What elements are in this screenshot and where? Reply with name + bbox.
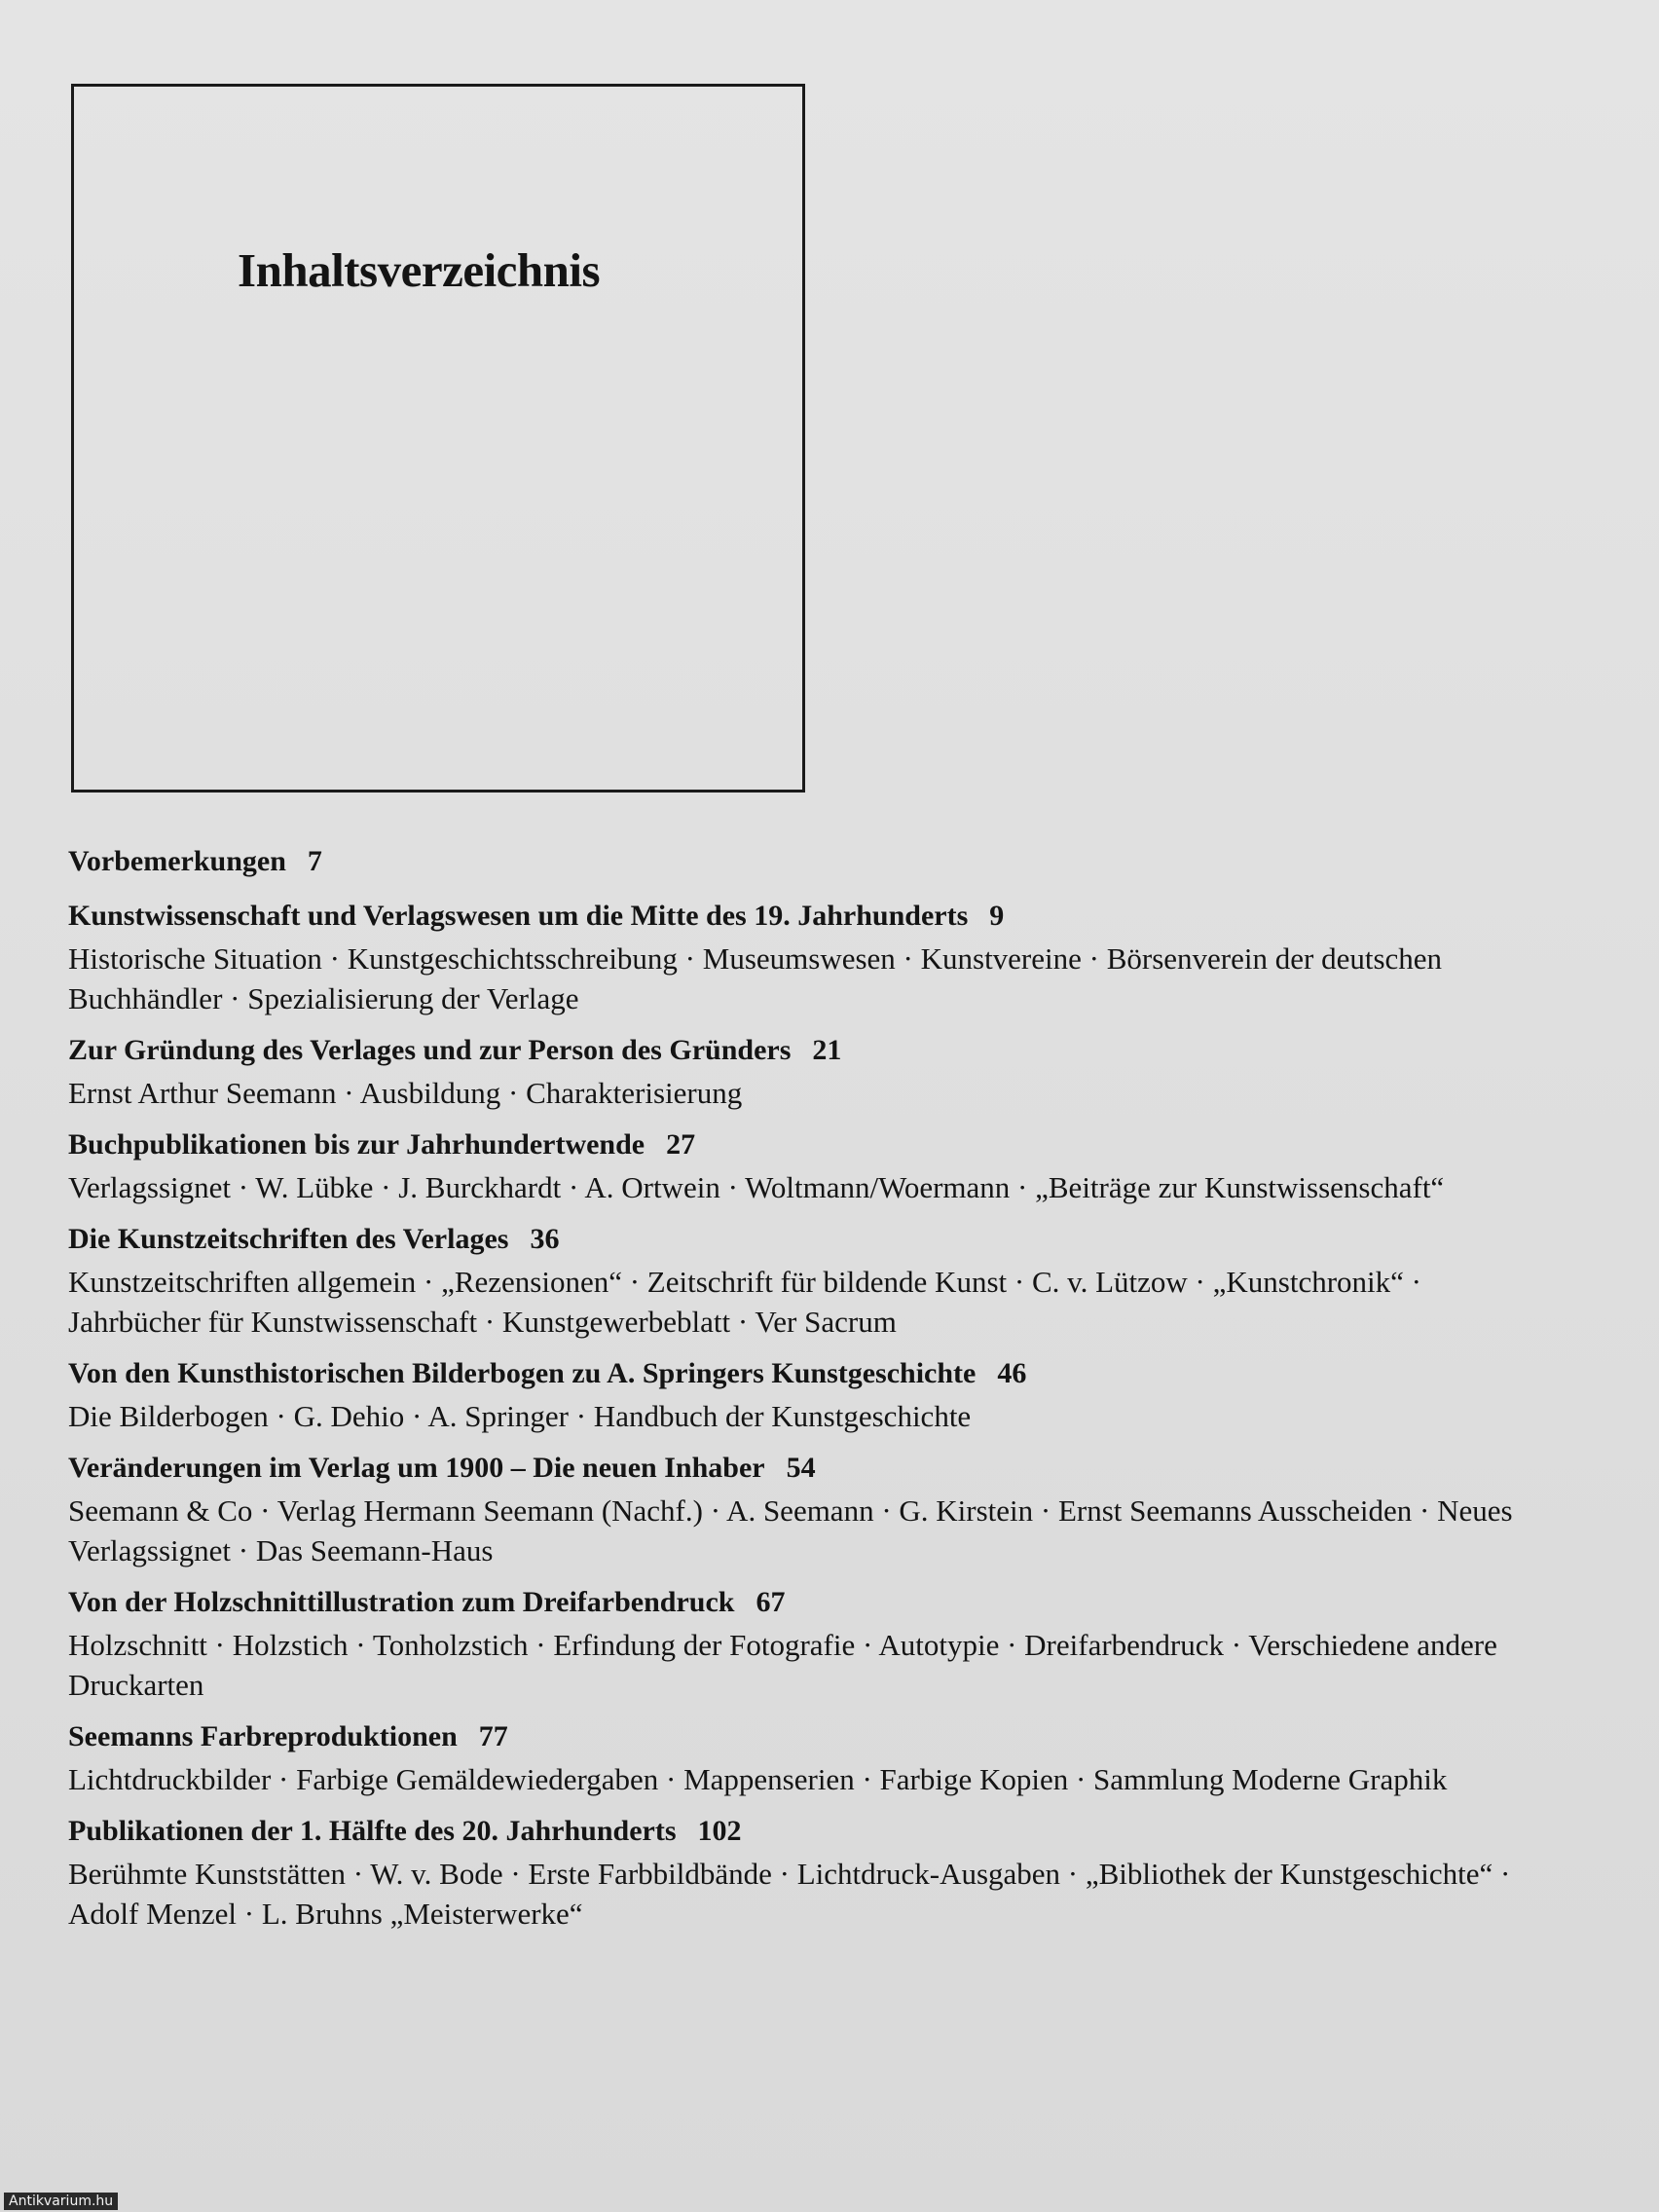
toc-heading-text: Buchpublikationen bis zur Jahrhundertwende	[68, 1128, 645, 1161]
toc-heading-text: Die Kunstzeitschriften des Verlages	[68, 1223, 509, 1255]
toc-heading	[68, 1446, 1587, 1491]
toc-page-number: 54	[786, 1452, 816, 1484]
toc-heading	[68, 1580, 1587, 1625]
toc-entry	[68, 1217, 1587, 1342]
toc-subtopics: Holzschnitt · Holzstich · Tonholzstich · Erfindung der Fotografie · Autotypie · Dreifarbendruck · Verschiedene andere Druckarten	[68, 1628, 1497, 1702]
toc-entry	[68, 839, 1587, 884]
toc-entry	[68, 1809, 1587, 1934]
toc-subtopics: Lichtdruckbilder · Farbige Gemäldewiedergaben · Mappenserien · Farbige Kopien · Sammlung Moderne Graphik	[68, 1762, 1448, 1796]
toc-page-number: 7	[307, 845, 322, 877]
watermark-label: Antikvarium.hu	[4, 2193, 118, 2210]
toc-page-number: 77	[478, 1720, 508, 1752]
toc-entry	[68, 1446, 1587, 1570]
toc-page-number: 27	[666, 1128, 696, 1161]
toc-heading	[68, 1809, 1587, 1854]
toc-heading	[68, 1714, 1587, 1759]
toc-heading	[68, 1351, 1587, 1396]
toc-heading	[68, 1123, 1587, 1167]
toc-heading	[68, 1217, 1587, 1262]
toc-heading	[68, 839, 1587, 884]
toc-heading	[68, 1028, 1587, 1073]
toc-heading	[68, 894, 1587, 939]
toc-entry	[68, 1123, 1587, 1207]
toc-page-number: 21	[812, 1034, 842, 1066]
toc-entry	[68, 1580, 1587, 1705]
toc-entry	[68, 1714, 1587, 1799]
toc-heading-text: Von der Holzschnittillustration zum Dreifarbendruck	[68, 1586, 735, 1618]
toc-entry	[68, 1351, 1587, 1436]
toc-heading-text: Von den Kunsthistorischen Bilderbogen zu A. Springers Kunstgeschichte	[68, 1357, 977, 1389]
toc-subtopics: Historische Situation · Kunstgeschichtsschreibung · Museumswesen · Kunstvereine · Börsenverein der deutschen Buchhändler · Spezialisierung der Verlage	[68, 941, 1443, 1015]
toc-heading-text: Kunstwissenschaft und Verlagswesen um die Mitte des 19. Jahrhunderts	[68, 900, 969, 932]
toc-entry	[68, 894, 1587, 1018]
toc-subtopics: Berühmte Kunststätten · W. v. Bode · Erste Farbbildbände · Lichtdruck-Ausgaben · „Bibliothek der Kunstgeschichte“ · Adolf Menzel · L. Bruhns „Meisterwerke“	[68, 1857, 1511, 1931]
toc-subtopics: Kunstzeitschriften allgemein · „Rezensionen“ · Zeitschrift für bildende Kunst · C. v. Lützow · „Kunstchronik“ · Jahrbücher für Kunstwissenschaft · Kunstgewerbeblatt · Ver Sacrum	[68, 1265, 1421, 1339]
toc-heading-text: Vorbemerkungen	[68, 845, 286, 877]
toc-page-number: 9	[989, 900, 1005, 932]
page-title: Inhaltsverzeichnis	[238, 243, 601, 297]
toc-heading-text: Seemanns Farbreproduktionen	[68, 1720, 458, 1752]
toc-subtopics: Seemann & Co · Verlag Hermann Seemann (Nachf.) · A. Seemann · G. Kirstein · Ernst Seemanns Ausscheiden · Neues Verlagssignet · Das Seemann-Haus	[68, 1493, 1513, 1567]
toc-subtopics: Verlagssignet · W. Lübke · J. Burckhardt · A. Ortwein · Woltmann/Woermann · „Beiträge zur Kunstwissenschaft“	[68, 1170, 1445, 1204]
toc-heading-text: Veränderungen im Verlag um 1900 – Die neuen Inhaber	[68, 1452, 765, 1484]
table-of-contents	[68, 839, 1587, 1943]
toc-heading-text: Publikationen der 1. Hälfte des 20. Jahrhunderts	[68, 1815, 677, 1847]
toc-page-number: 36	[530, 1223, 560, 1255]
toc-entry	[68, 1028, 1587, 1113]
toc-subtopics: Die Bilderbogen · G. Dehio · A. Springer · Handbuch der Kunstgeschichte	[68, 1399, 972, 1433]
title-frame	[71, 84, 805, 793]
toc-heading-text: Zur Gründung des Verlages und zur Person des Gründers	[68, 1034, 792, 1066]
toc-page-number: 67	[756, 1586, 786, 1618]
toc-subtopics: Ernst Arthur Seemann · Ausbildung · Charakterisierung	[68, 1076, 743, 1110]
toc-page-number: 46	[997, 1357, 1027, 1389]
toc-page-number: 102	[697, 1815, 742, 1847]
